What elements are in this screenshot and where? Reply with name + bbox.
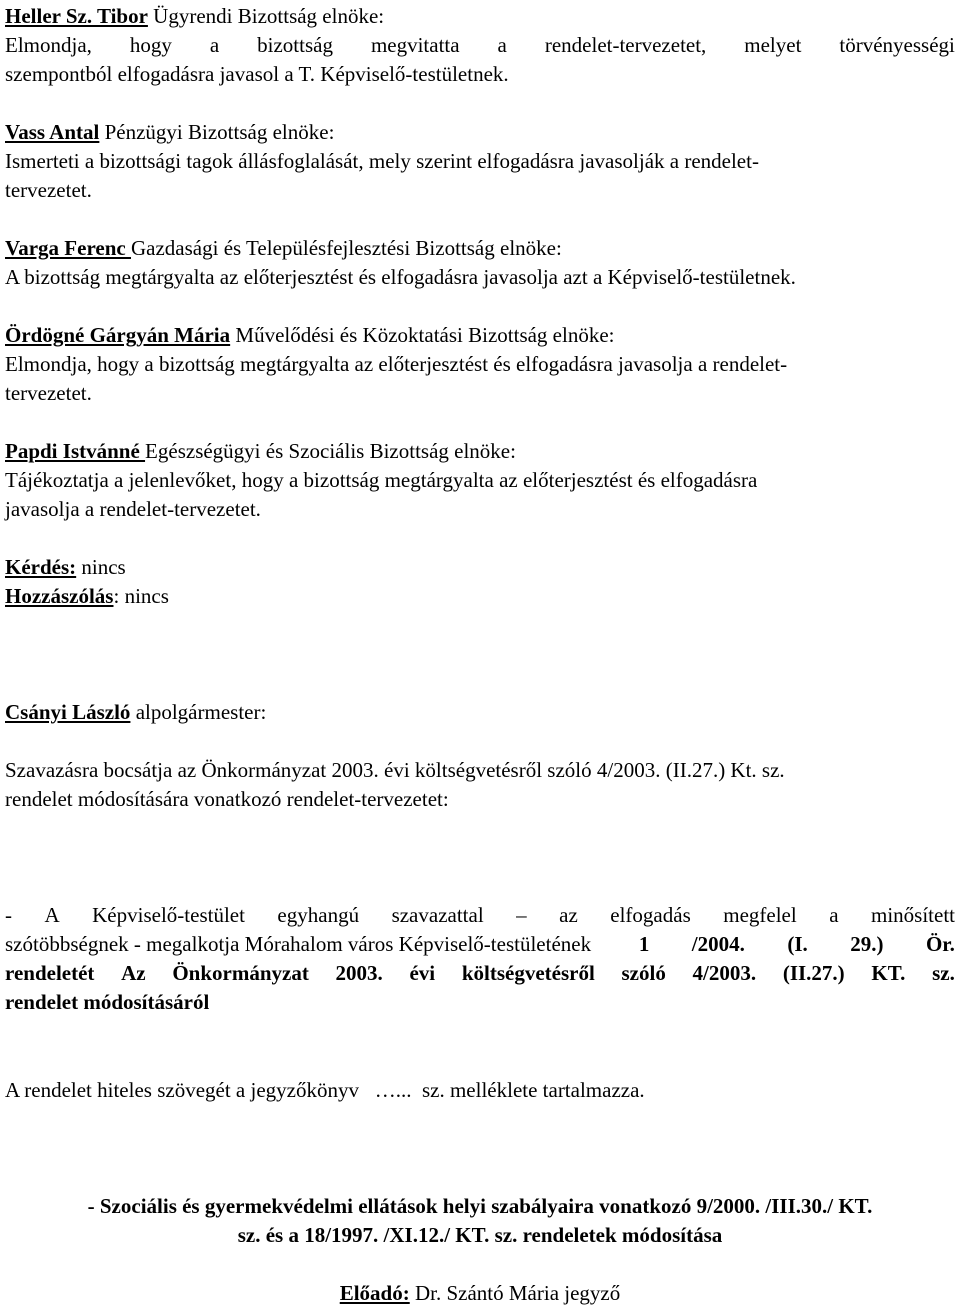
varga-speaker-line <box>5 234 562 263</box>
speaker-name: Ördögné Gárgyán Mária <box>5 323 231 347</box>
vass-speaker-line <box>5 118 334 147</box>
speaker-role: Művelődési és Közoktatási Bizottság elnöke: <box>230 323 615 347</box>
heller-text-line-1: Elmondja, hogy a bizottság megvitatta a rendelet-tervezetet, melyet törvényességi <box>5 33 955 57</box>
szavazas-text-line-1: Szavazásra bocsátja az Önkormányzat 2003. évi költségvetésről szóló 4/2003. (II.27.) Kt. sz. <box>5 758 785 782</box>
vass-text-line-2: tervezetet. <box>5 178 92 202</box>
speaker-role: alpolgármester: <box>130 700 267 724</box>
hiteles-text: A rendelet hiteles szövegét a jegyzőkönyv …... sz. melléklete tartalmazza. <box>5 1078 645 1102</box>
speaker-name: Varga Ferenc <box>5 236 131 260</box>
speaker-role: Egészségügyi és Szociális Bizottság elnöke: <box>145 439 516 463</box>
decision-line-2: szótöbbségnek - megalkotja Mórahalom város Képviselő-testületének 1 /2004. (I. 29.) Ör. <box>5 932 955 956</box>
decision-line-4: rendelet módosításáról <box>5 990 210 1014</box>
eloado-line <box>0 1279 960 1308</box>
kerdes-value: nincs <box>76 555 126 579</box>
hozzaszolas-label: Hozzászólás <box>5 584 114 608</box>
speaker-name: Papdi Istvánné <box>5 439 146 463</box>
speaker-name: Csányi László <box>5 700 131 724</box>
decision-line-3: rendeletét Az Önkormányzat 2003. évi költségvetésről szóló 4/2003. (II.27.) KT. sz. <box>5 961 955 985</box>
ordogne-speaker-line <box>5 321 615 350</box>
varga-text-line-1: A bizottság megtárgyalta az előterjesztést és elfogadásra javasolja azt a Képviselő-testületnek. <box>5 265 796 289</box>
hozzaszolas-value: : nincs <box>113 584 169 608</box>
hozzaszolas-line <box>5 582 169 611</box>
agenda-line-1: - Szociális és gyermekvédelmi ellátások helyi szabályaira vonatkozó 9/2000. /III.30./ KT. <box>87 1194 873 1218</box>
papdi-text-line-2: javasolja a rendelet-tervezetet. <box>5 497 261 521</box>
speaker-role: Gazdasági és Településfejlesztési Bizottság elnöke: <box>130 236 562 260</box>
heller-text-line-2: szempontból elfogadásra javasol a T. Képviselő-testületnek. <box>5 62 509 86</box>
csanyi-speaker-line <box>5 698 266 727</box>
heller-speaker-line <box>5 2 384 31</box>
papdi-speaker-line <box>5 437 516 466</box>
eloado-label: Előadó: <box>339 1281 410 1305</box>
szavazas-text-line-2: rendelet módosítására vonatkozó rendelet-tervezetet: <box>5 787 449 811</box>
kerdes-label: Kérdés: <box>5 555 77 579</box>
vass-text-line-1: Ismerteti a bizottsági tagok állásfoglalását, mely szerint elfogadásra javasolják a rendelet- <box>5 149 759 173</box>
ordogne-text-line-2: tervezetet. <box>5 381 92 405</box>
ordogne-text-line-1: Elmondja, hogy a bizottság megtárgyalta az előterjesztést és elfogadásra javasolja a rendelet- <box>5 352 788 376</box>
papdi-text-line-1: Tájékoztatja a jelenlevőket, hogy a bizottság megtárgyalta az előterjesztést és elfogadásra <box>5 468 758 492</box>
eloado-value: Dr. Szántó Mária jegyző <box>409 1281 621 1305</box>
decision-line-1: - A Képviselő-testület egyhangú szavazattal – az elfogadás megfelel a minősített <box>5 903 955 927</box>
speaker-name: Heller Sz. Tibor <box>5 4 148 28</box>
speaker-role: Pénzügyi Bizottság elnöke: <box>99 120 335 144</box>
agenda-line-2: sz. és a 18/1997. /XI.12./ KT. sz. rendeletek módosítása <box>237 1223 723 1247</box>
speaker-name: Vass Antal <box>5 120 100 144</box>
speaker-role: Ügyrendi Bizottság elnöke: <box>147 4 385 28</box>
kerdes-line <box>5 553 126 582</box>
